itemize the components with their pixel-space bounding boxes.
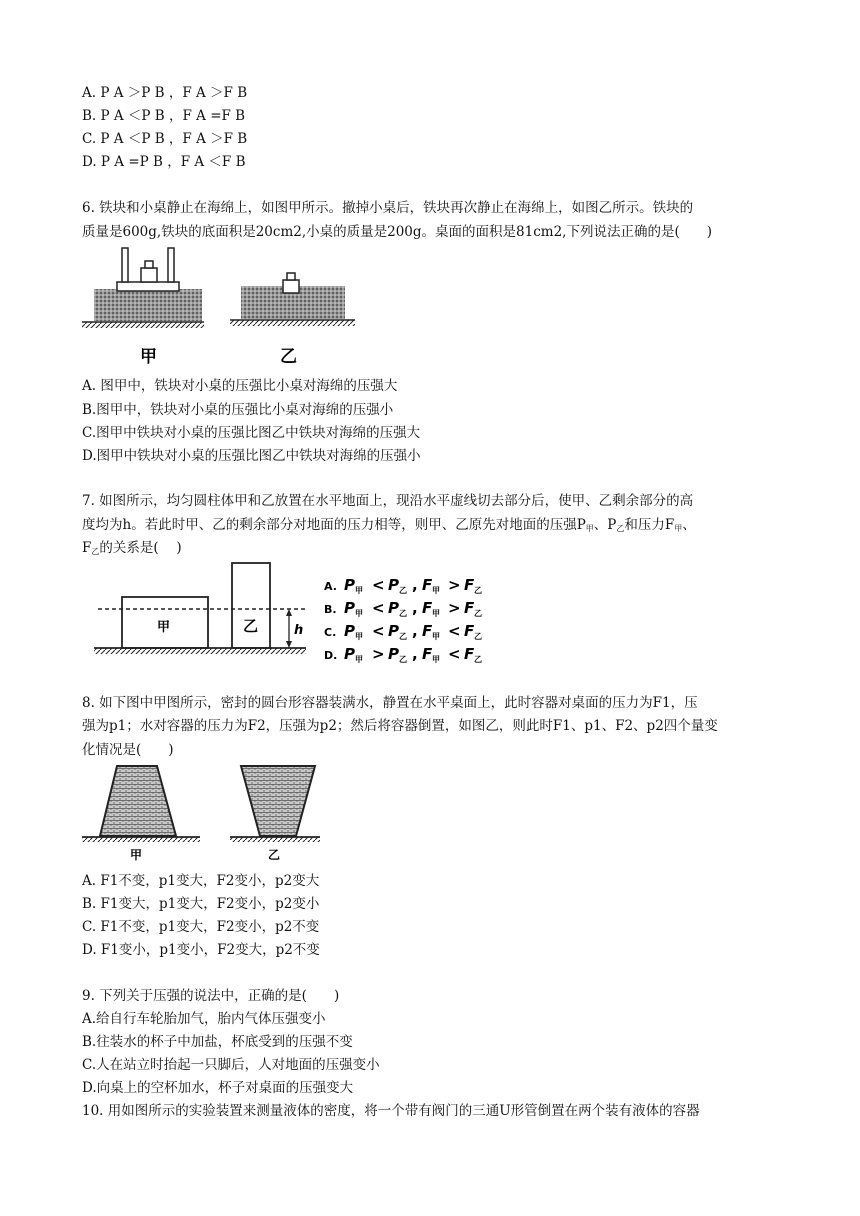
q9-option-b: B.往装水的杯子中加盐，杯底受到的压强不变 xyxy=(82,1034,353,1050)
svg-text:>: > xyxy=(448,599,461,617)
svg-text:乙: 乙 xyxy=(474,586,482,595)
q8-stem-line3: 化情况是( ) xyxy=(82,742,174,758)
q8-stem-line2: 强为p1；水对容器的压力为F2，压强为p2；然后将容器倒置，如图乙，则此时F1、p1、F2、p2四个量变 xyxy=(82,718,718,734)
q8-figure-label-jia: 甲 xyxy=(130,848,143,862)
svg-text:甲: 甲 xyxy=(355,609,363,618)
q8-option-b: B. F1变大，p1变大，F2变小，p2变小 xyxy=(82,896,320,912)
q6-figure-jia xyxy=(82,248,204,328)
svg-text:,: , xyxy=(412,622,418,640)
svg-text:F: F xyxy=(464,576,475,594)
svg-text:,: , xyxy=(412,599,418,617)
q6-stem-line1: 6. 铁块和小桌静止在海绵上，如图甲所示。撤掉小桌后，铁块再次静止在海绵上，如图乙所示。铁块的 xyxy=(82,200,694,216)
q6-option-d: D.图甲中铁块对小桌的压强比图乙中铁块对海绵的压强小 xyxy=(82,448,421,464)
svg-text:P: P xyxy=(344,622,355,640)
svg-text:甲: 甲 xyxy=(432,586,440,595)
svg-text:乙: 乙 xyxy=(399,586,407,595)
q7-figure-label-jia: 甲 xyxy=(157,620,171,635)
q6-figure-yi xyxy=(230,273,355,326)
svg-text:,: , xyxy=(412,645,418,663)
q6-figure xyxy=(80,244,360,370)
svg-text:<: < xyxy=(448,622,461,640)
svg-text:F: F xyxy=(422,576,433,594)
q6-option-a: A. 图甲中，铁块对小桌的压强比小桌对海绵的压强大 xyxy=(82,378,398,394)
svg-text:<: < xyxy=(448,645,461,663)
q7-option-b xyxy=(324,599,482,618)
svg-text:F: F xyxy=(422,599,433,617)
q8-figure xyxy=(80,760,320,864)
q7-options xyxy=(324,576,482,664)
svg-text:P: P xyxy=(388,622,399,640)
q9-option-a: A.给自行车轮胎加气，胎内气体压强变小 xyxy=(82,1011,326,1027)
q9-option-d: D.向桌上的空杯加水，杯子对桌面的压强变大 xyxy=(82,1080,354,1096)
q7-figure xyxy=(90,560,510,668)
svg-text:P: P xyxy=(388,645,399,663)
q8-stem-line1: 8. 如下图中甲图所示，密封的圆台形容器装满水，静置在水平桌面上，此时容器对桌面的压力为F1，压 xyxy=(82,695,698,711)
q7-figure-label-yi: 乙 xyxy=(243,617,259,635)
svg-text:B.: B. xyxy=(324,603,337,616)
q8-option-a: A. F1不变，p1变大，F2变小，p2变大 xyxy=(82,873,320,889)
svg-text:P: P xyxy=(344,576,355,594)
q7-height-arrow xyxy=(286,609,292,648)
svg-text:D.: D. xyxy=(324,649,338,662)
svg-text:P: P xyxy=(388,576,399,594)
svg-text:乙: 乙 xyxy=(474,609,482,618)
svg-text:F: F xyxy=(464,622,475,640)
q7-cylinder-yi xyxy=(232,563,270,648)
q8-option-c: C. F1不变，p1变大，F2变小，p2不变 xyxy=(82,919,320,935)
svg-text:P: P xyxy=(388,599,399,617)
svg-text:,: , xyxy=(412,576,418,594)
svg-text:甲: 甲 xyxy=(432,632,440,641)
q7-option-c xyxy=(324,622,482,641)
q7-stem-line2: 度均为h。若此时甲、乙的剩余部分对地面的压力相等，则甲、乙原先对地面的压强$P_甲$、$P_乙$和压力$F_甲$、 xyxy=(82,517,696,533)
q7-option-a xyxy=(324,576,482,595)
svg-text:甲: 甲 xyxy=(432,609,440,618)
q8-container-yi xyxy=(241,766,315,836)
svg-text:F: F xyxy=(422,645,433,663)
q9-stem: 9. 下列关于压强的说法中，正确的是( ) xyxy=(82,988,340,1004)
svg-text:F: F xyxy=(464,599,475,617)
svg-text:C.: C. xyxy=(324,626,337,639)
q6-figure-label-jia: 甲 xyxy=(140,347,157,367)
q6-option-b: B.图甲中，铁块对小桌的压强比小桌对海绵的压强小 xyxy=(82,402,394,418)
svg-text:A.: A. xyxy=(324,580,337,593)
q5-option-b: B. P A ＜P B ，F A =F B xyxy=(82,108,246,124)
svg-text:>: > xyxy=(448,576,461,594)
q5-option-c: C. P A ＜P B ，F A ＞F B xyxy=(82,131,248,147)
svg-text:P: P xyxy=(344,645,355,663)
svg-text:甲: 甲 xyxy=(355,586,363,595)
svg-text:甲: 甲 xyxy=(355,655,363,664)
svg-text:<: < xyxy=(372,576,385,594)
q8-container-jia xyxy=(100,766,176,836)
svg-text:乙: 乙 xyxy=(399,632,407,641)
q9-option-c: C.人在站立时抬起一只脚后，人对地面的压强变小 xyxy=(82,1057,380,1073)
svg-text:乙: 乙 xyxy=(399,609,407,618)
svg-text:甲: 甲 xyxy=(355,632,363,641)
q7-stem-line3: $F_乙$的关系是( ) xyxy=(82,540,182,556)
svg-text:甲: 甲 xyxy=(432,655,440,664)
q7-stem-line1: 7. 如图所示，均匀圆柱体甲和乙放置在水平地面上，现沿水平虚线切去部分后，使甲、乙剩余部分的高 xyxy=(82,493,694,509)
q6-figure-label-yi: 乙 xyxy=(280,347,297,367)
q8-figure-label-yi: 乙 xyxy=(268,848,281,862)
q7-option-d xyxy=(324,645,482,664)
svg-text:<: < xyxy=(372,622,385,640)
q6-stem-line2: 质量是600g,铁块的底面积是20cm2,小桌的质量是200g。桌面的面积是81cm2,下列说法正确的是( ) xyxy=(82,224,712,240)
q10-stem-line1: 10. 用如图所示的实验装置来测量液体的密度，将一个带有阀门的三通U形管倒置在两个装有液体的容器 xyxy=(82,1103,700,1119)
svg-text:F: F xyxy=(422,622,433,640)
svg-text:乙: 乙 xyxy=(474,655,482,664)
q5-option-d: D. P A =P B ，F A ＜F B xyxy=(82,154,246,170)
svg-text:<: < xyxy=(372,599,385,617)
svg-text:>: > xyxy=(372,645,385,663)
q7-figure-label-h: h xyxy=(294,623,304,638)
svg-text:乙: 乙 xyxy=(474,632,482,641)
q5-option-a: A. P A ＞P B ，F A ＞F B xyxy=(82,85,248,101)
svg-text:P: P xyxy=(344,599,355,617)
svg-text:乙: 乙 xyxy=(399,655,407,664)
q6-option-c: C.图甲中铁块对小桌的压强比图乙中铁块对海绵的压强大 xyxy=(82,425,421,441)
svg-text:F: F xyxy=(464,645,475,663)
q8-option-d: D. F1变小，p1变小，F2变大，p2不变 xyxy=(82,942,320,958)
